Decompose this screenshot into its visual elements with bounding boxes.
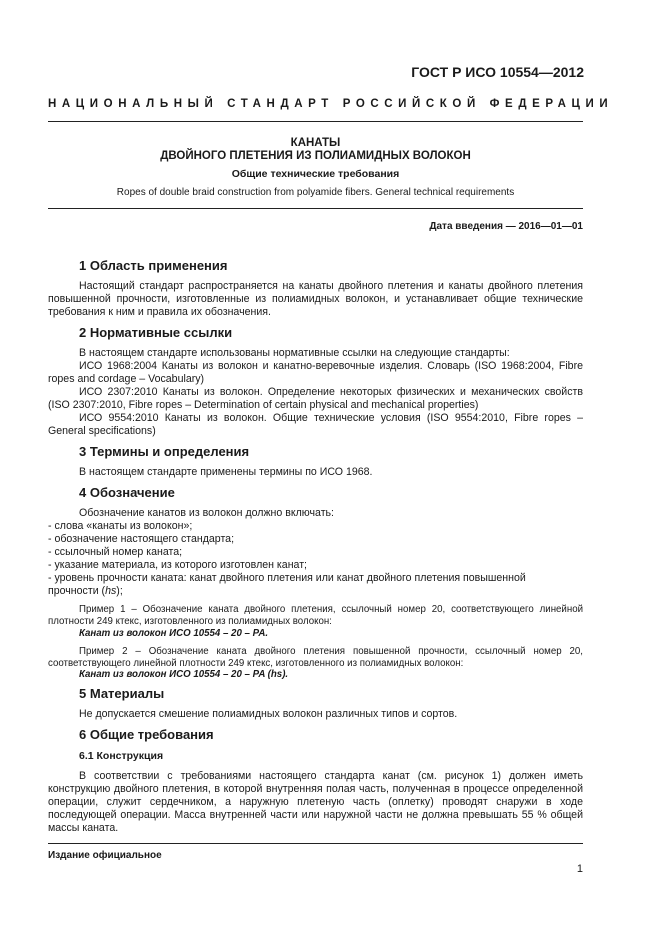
example-2-code: Канат из волокон ИСО 10554 – 20 – PA (hs). xyxy=(79,669,289,680)
list-item: - слова «канаты из волокон»; xyxy=(48,520,193,532)
footer-divider xyxy=(48,843,583,844)
list-item: - обозначение настоящего стандарта; xyxy=(48,533,235,545)
list-item-text: прочности ( xyxy=(48,585,106,597)
title-english: Ropes of double braid construction from polyamide fibers. General technical requirements xyxy=(116,187,515,198)
section-6-heading: 6 Общие требования xyxy=(79,727,214,742)
header-divider xyxy=(48,121,583,122)
section-5-text: Не допускается смешение полиамидных волокон различных типов и сортов. xyxy=(79,708,458,720)
section-5-heading: 5 Материалы xyxy=(79,686,165,701)
list-item-italic: hs xyxy=(105,585,117,597)
section-3-text: В настоящем стандарте применены термины по ИСО 1968. xyxy=(79,466,373,478)
section-2-intro: В настоящем стандарте использованы нормативные ссылки на следующие стандарты: xyxy=(79,347,510,359)
list-item: - уровень прочности каната: канат двойного плетения или канат двойного плетения повышенной xyxy=(48,572,526,584)
subsection-6-1-heading: 6.1 Конструкция xyxy=(79,750,164,762)
list-item: - ссылочный номер каната; xyxy=(48,546,183,558)
introduction-date: Дата введения — 2016—01—01 xyxy=(429,221,583,232)
standard-title: НАЦИОНАЛЬНЫЙ СТАНДАРТ РОССИЙСКОЙ ФЕДЕРАЦИИ xyxy=(48,98,614,110)
list-item-continued xyxy=(48,585,583,598)
section-2-ref-2: ИСО 2307:2010 Канаты из волокон. Определение некоторых физических и механических свойств (ISO 2307:2010, Fibre ropes – Determination of certain physical and mechanical properties) xyxy=(48,386,583,411)
list-item-text: ); xyxy=(116,585,123,597)
section-4-heading: 4 Обозначение xyxy=(79,485,175,500)
title-subtitle: Общие технические требования xyxy=(231,168,400,180)
title-line-1: КАНАТЫ xyxy=(290,137,341,149)
example-1-text: Пример 1 – Обозначение каната двойного плетения, ссылочный номер 20, соответствующего линейной плотности 249 ктекс, изготовленного из полиамидных волокон: xyxy=(48,604,583,627)
section-1-heading: 1 Область применения xyxy=(79,258,228,273)
title-divider xyxy=(48,208,583,209)
section-6-text: В соответствии с требованиями настоящего стандарта канат (см. рисунок 1) должен иметь конструкцию двойного плетения, в которой внутренняя полая часть, полученная в процессе определенной операции, служит сердечником, а наружную плетеную часть (оплетку) проводят снаружи в ходе последующей операции. Масса внутренней части или наружной части не должна превышать 55 % общей массы каната. xyxy=(48,770,583,834)
section-2-heading: 2 Нормативные ссылки xyxy=(79,325,233,340)
section-1-text: Настоящий стандарт распространяется на канаты двойного плетения и канаты двойного плетения повышенной прочности, изготовленные из полиамидных волокон, и устанавливает общие технические требования к ним и правила их обозначения. xyxy=(48,280,583,318)
example-1-code: Канат из волокон ИСО 10554 – 20 – PA. xyxy=(79,628,269,639)
list-item: - указание материала, из которого изготовлен канат; xyxy=(48,559,307,571)
official-edition-label: Издание официальное xyxy=(48,850,162,861)
section-2-ref-3: ИСО 9554:2010 Канаты из волокон. Общие технические условия (ISO 9554:2010, Fibre ropes – General specifications) xyxy=(48,412,583,437)
section-4-intro: Обозначение канатов из волокон должно включать: xyxy=(79,507,335,519)
title-line-2: ДВОЙНОГО ПЛЕТЕНИЯ ИЗ ПОЛИАМИДНЫХ ВОЛОКОН xyxy=(160,150,471,162)
document-code: ГОСТ Р ИСО 10554—2012 xyxy=(411,64,584,80)
page-number: 1 xyxy=(576,863,583,875)
example-2-text: Пример 2 – Обозначение каната двойного плетения повышенной прочности, ссылочный номер 20, соответствующего линейной плотности 249 ктекс, изготовленного из полиамидных волокон: xyxy=(48,646,583,669)
section-2-ref-1: ИСО 1968:2004 Канаты из волокон и канатно-веревочные изделия. Словарь (ISO 1968:2004, Fibre ropes and cordage – Vocabulary) xyxy=(48,360,583,385)
section-3-heading: 3 Термины и определения xyxy=(79,444,250,459)
